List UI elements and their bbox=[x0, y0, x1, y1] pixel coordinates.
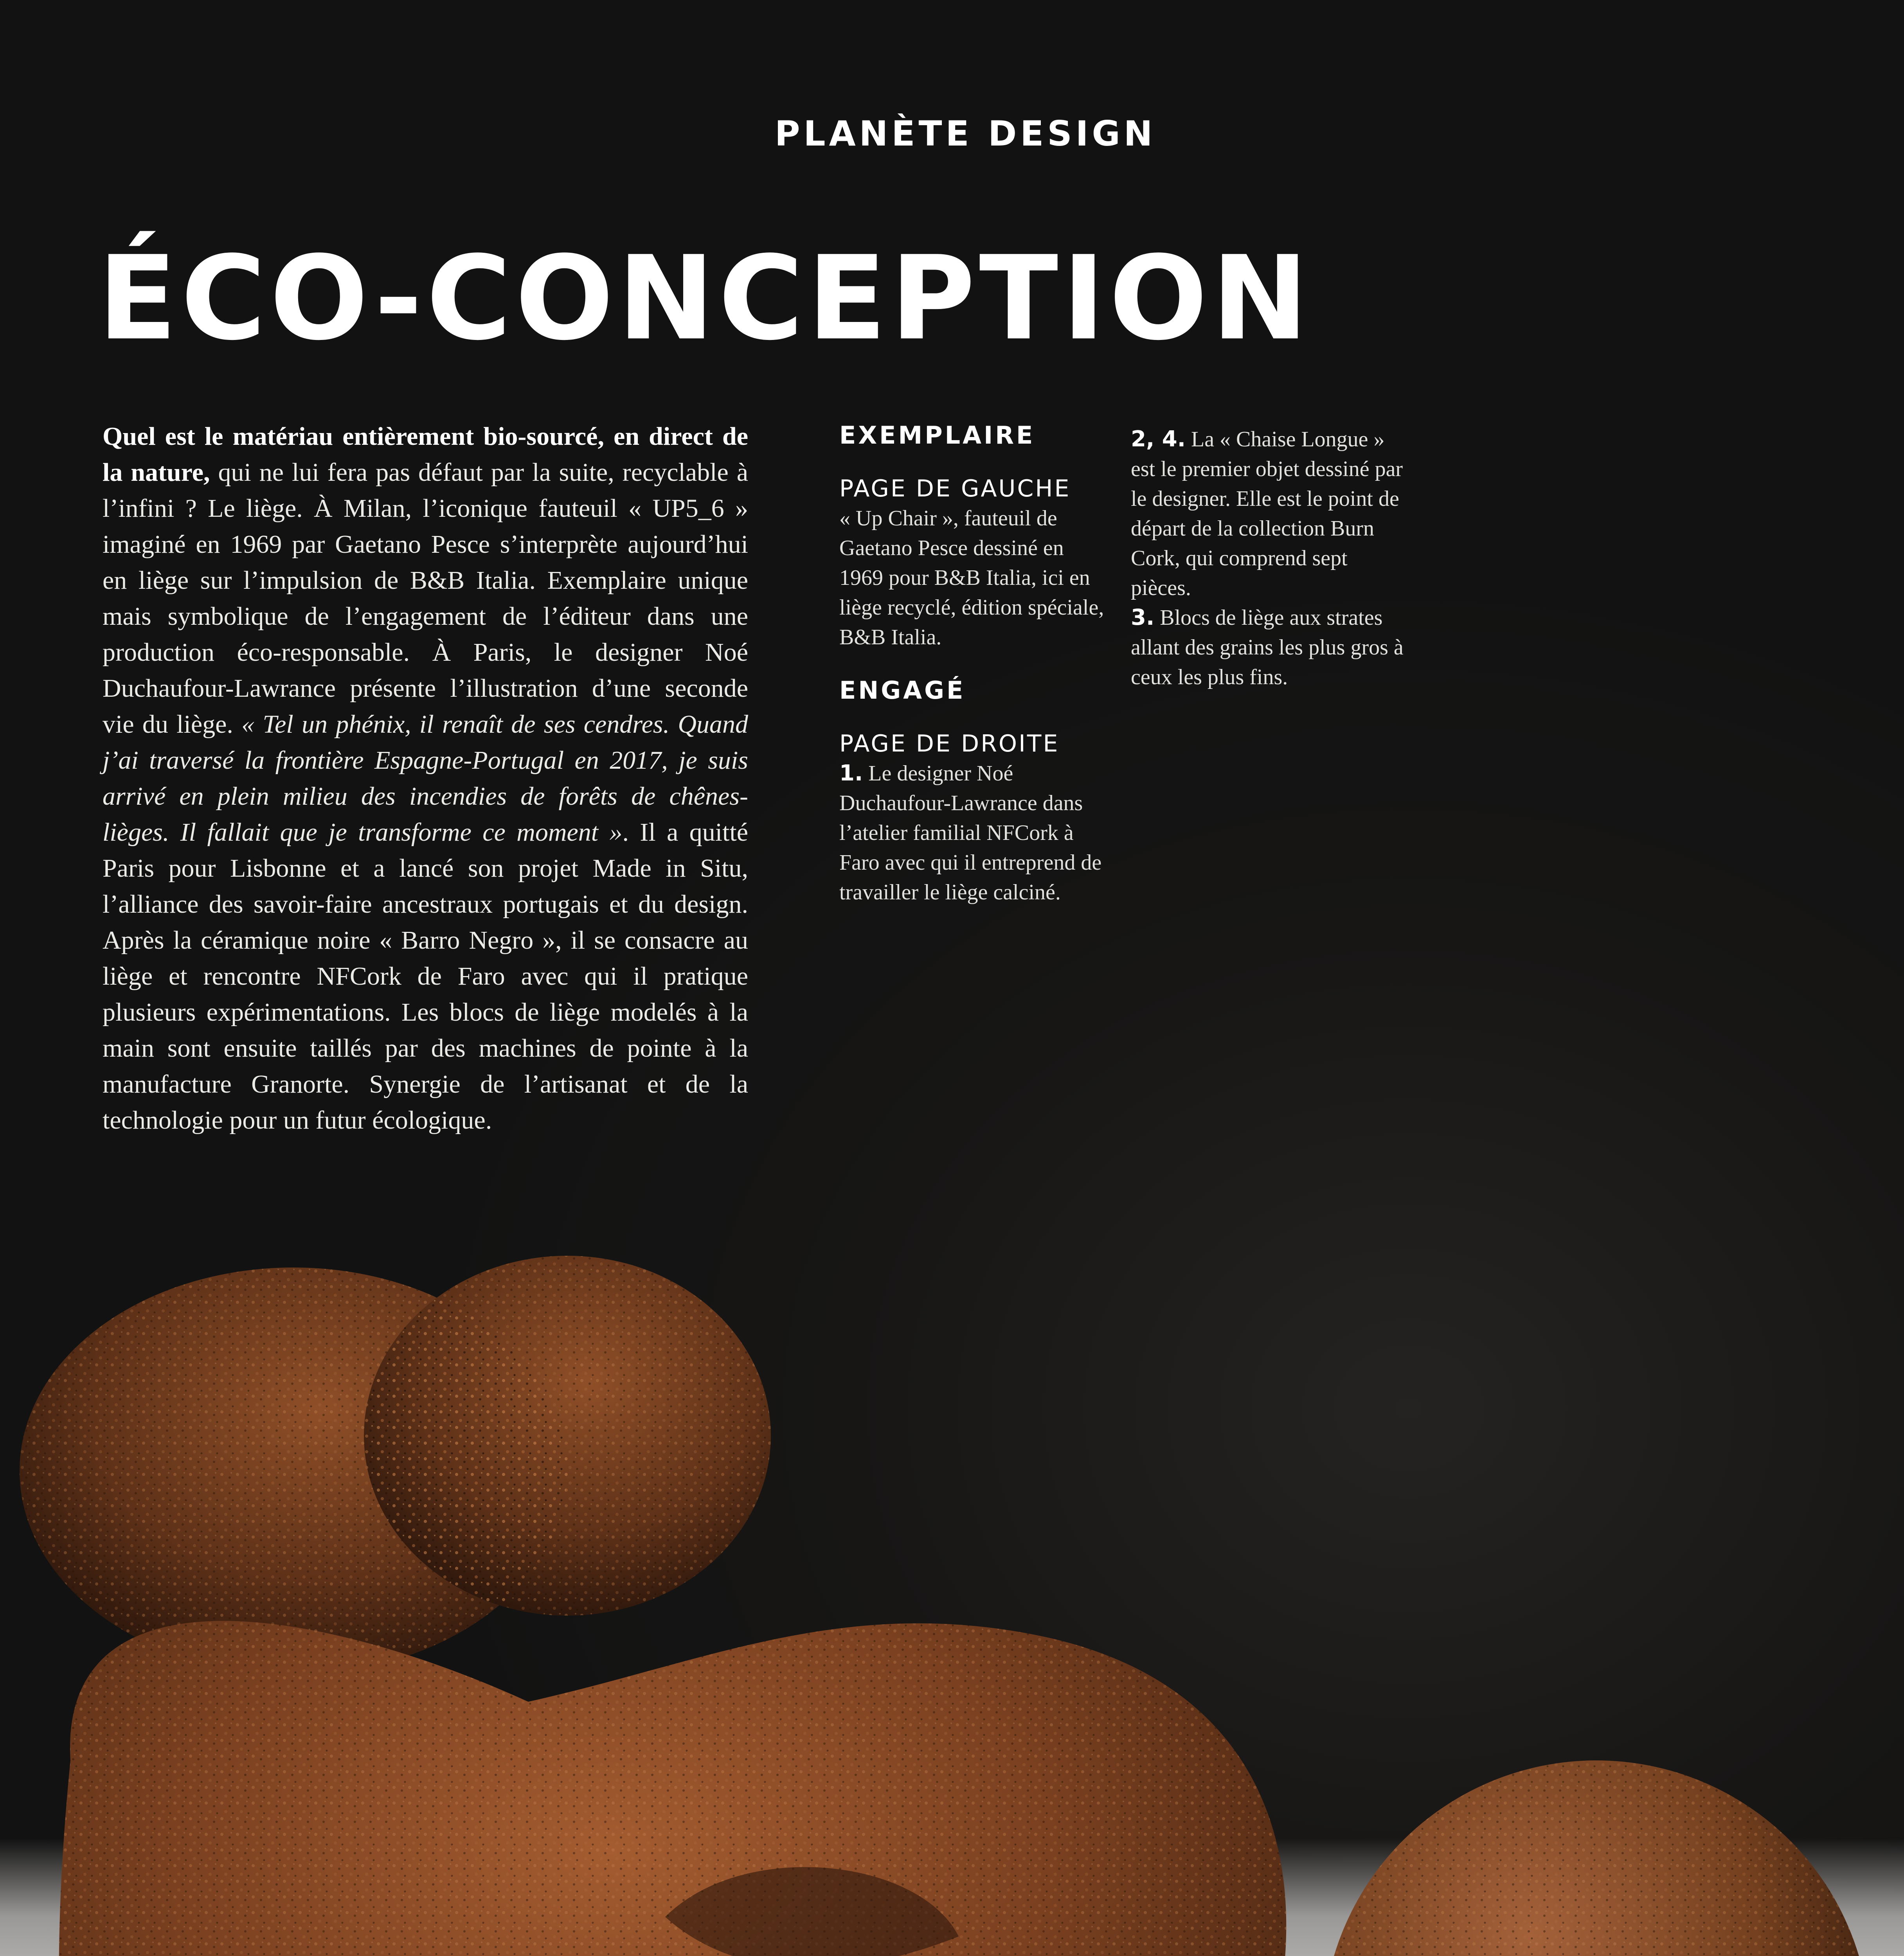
left-page-label: PAGE DE GAUCHE bbox=[839, 475, 1071, 502]
section-kicker: PLANÈTE DESIGN bbox=[775, 113, 1156, 154]
article-lead: Quel est le matériau entièrement bio-sourcé, en direct de la nature, bbox=[103, 422, 748, 487]
caption-heading-exemplaire: EXEMPLAIRE bbox=[839, 421, 1035, 449]
caption-1-number: 1. bbox=[839, 760, 863, 786]
caption-2-4 bbox=[1131, 424, 1405, 603]
up-chair bbox=[20, 1256, 1286, 1956]
caption-2-4-number: 2, 4. bbox=[1131, 426, 1186, 452]
captions-column-1 bbox=[839, 421, 1109, 907]
left-page-caption: « Up Chair », fauteuil de Gaetano Pesce dessiné en 1969 pour B&B Italia, ici en liège recyclé, édition spéciale, B&B Italia. bbox=[839, 506, 1104, 649]
caption-1 bbox=[839, 759, 1109, 907]
caption-3 bbox=[1131, 603, 1405, 692]
article-body bbox=[103, 419, 748, 1138]
captions-column-2 bbox=[1131, 424, 1405, 692]
caption-3-text: Blocs de liège aux strates allant des grains les plus gros à ceux les plus fins. bbox=[1131, 606, 1404, 689]
body-text-1: qui ne lui fera pas défaut par la suite, recyclable à l’infini ? Le liège. À Milan, l’iconique fauteuil « UP5_6 » imaginé en 1969 par Gaetano Pesce s’interprète aujourd’hui en liège sur l’impulsion de B&B Italia. Exemplaire unique mais symbolique de l’engagement de l’éditeur dans une production éco-responsable. À Paris, le designer Noé Duchaufour-Lawrance présente l’illustration d’une seconde vie du liège. bbox=[103, 458, 749, 739]
body-text-2: . Il a quitté Paris pour Lisbonne et a lancé son projet Made in Situ, l’alliance des savoir-faire ancestraux portugais et du design. Après la céramique noire « Barro Negro », il se consacre au liège et rencontre NFCork de Faro avec qui il pratique plusieurs expérimentations. Les blocs de liège modelés à la main sont ensuite taillés par des machines de pointe à la manufacture Granorte. Synergie de l’artisanat et de la technologie pour un futur écologique. bbox=[103, 818, 748, 1134]
caption-heading-engage: ENGAGÉ bbox=[839, 676, 966, 705]
caption-2-4-text: La « Chaise Longue » est le premier objet dessiné par le designer. Elle est le point de départ de la collection Burn Cork, qui comprend sept pièces. bbox=[1131, 427, 1403, 600]
caption-3-number: 3. bbox=[1131, 605, 1155, 630]
caption-1-text: Le designer Noé Duchaufour-Lawrance dans l’atelier familial NFCork à Faro avec qui il entreprend de travailler le liège calciné. bbox=[839, 761, 1102, 904]
right-page-label: PAGE DE DROITE bbox=[839, 730, 1060, 757]
designer-quote: « Tel un phénix, il renaît de ses cendres. Quand j’ai traversé la frontière Espagne-Portugal en 2017, je suis arrivé en plein milieu des incendies de forêts de chênes-lièges. Il fallait que je transforme ce moment » bbox=[103, 710, 748, 847]
article-title: ÉCO-CONCEPTION bbox=[98, 231, 1312, 366]
ottoman-ball bbox=[1323, 1760, 1870, 1956]
up-chair-photo bbox=[0, 1252, 1904, 1956]
